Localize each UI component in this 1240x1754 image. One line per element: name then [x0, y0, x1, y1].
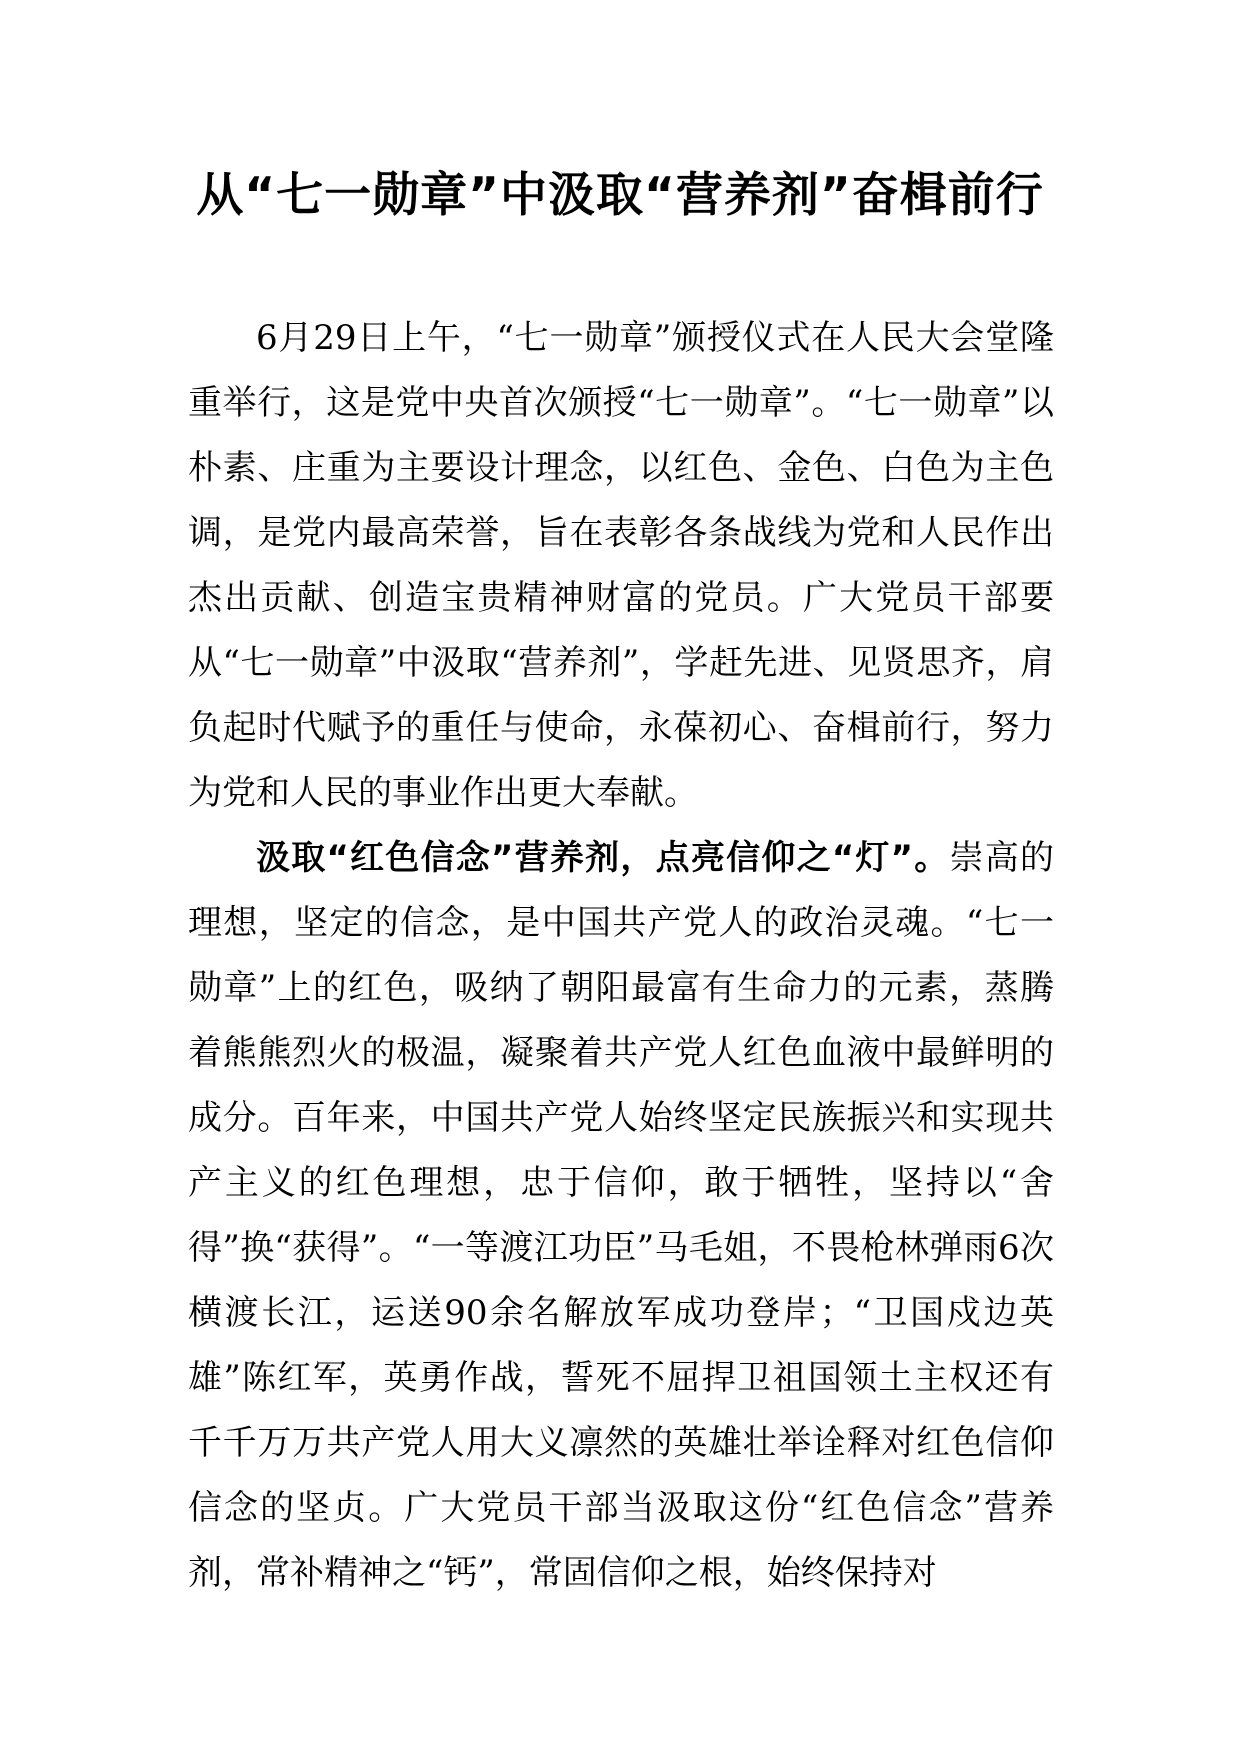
document-title: 从“七一勋章”中汲取“营养剂”奋楫前行	[196, 168, 1044, 223]
paragraph-red-belief-heading: 汲取“红色信念”营养剂，点亮信仰之“灯”。	[256, 838, 950, 878]
paragraph-red-belief	[188, 826, 1054, 1606]
paragraph-red-belief-text: 崇高的理想，坚定的信念，是中国共产党人的政治灵魂。“七一勋章”上的红色，吸纳了朝阳最富有生命力的元素，蒸腾着熊熊烈火的极温，凝聚着共产党人红色血液中最鲜明的成分。百年来，中国共产党人始终坚定民族振兴和实现共产主义的红色理想，忠于信仰，敢于牺牲，坚持以“舍得”换“获得”。“一等渡江功臣”马毛姐，不畏枪林弹雨6次横渡长江，运送90余名解放军成功登岸；“卫国戍边英雄”陈红军，英勇作战，誓死不屈捍卫祖国领土主权还有千千万万共产党人用大义凛然的英雄壮举诠释对红色信仰信念的坚贞。广大党员干部当汲取这份“红色信念”营养剂，常补精神之“钙”，常固信仰之根，始终保持对	[188, 838, 1055, 1593]
document-body	[188, 306, 1054, 1606]
paragraph-intro	[188, 306, 1054, 826]
paragraph-intro-text: 6月29日上午，“七一勋章”颁授仪式在人民大会堂隆重举行，这是党中央首次颁授“七一勋章”。“七一勋章”以朴素、庄重为主要设计理念，以红色、金色、白色为主色调，是党内最高荣誉，旨在表彰各条战线为党和人民作出杰出贡献、创造宝贵精神财富的党员。广大党员干部要从“七一勋章”中汲取“营养剂”，学赶先进、见贤思齐，肩负起时代赋予的重任与使命，永葆初心、奋楫前行，努力为党和人民的事业作出更大奉献。	[188, 318, 1054, 813]
